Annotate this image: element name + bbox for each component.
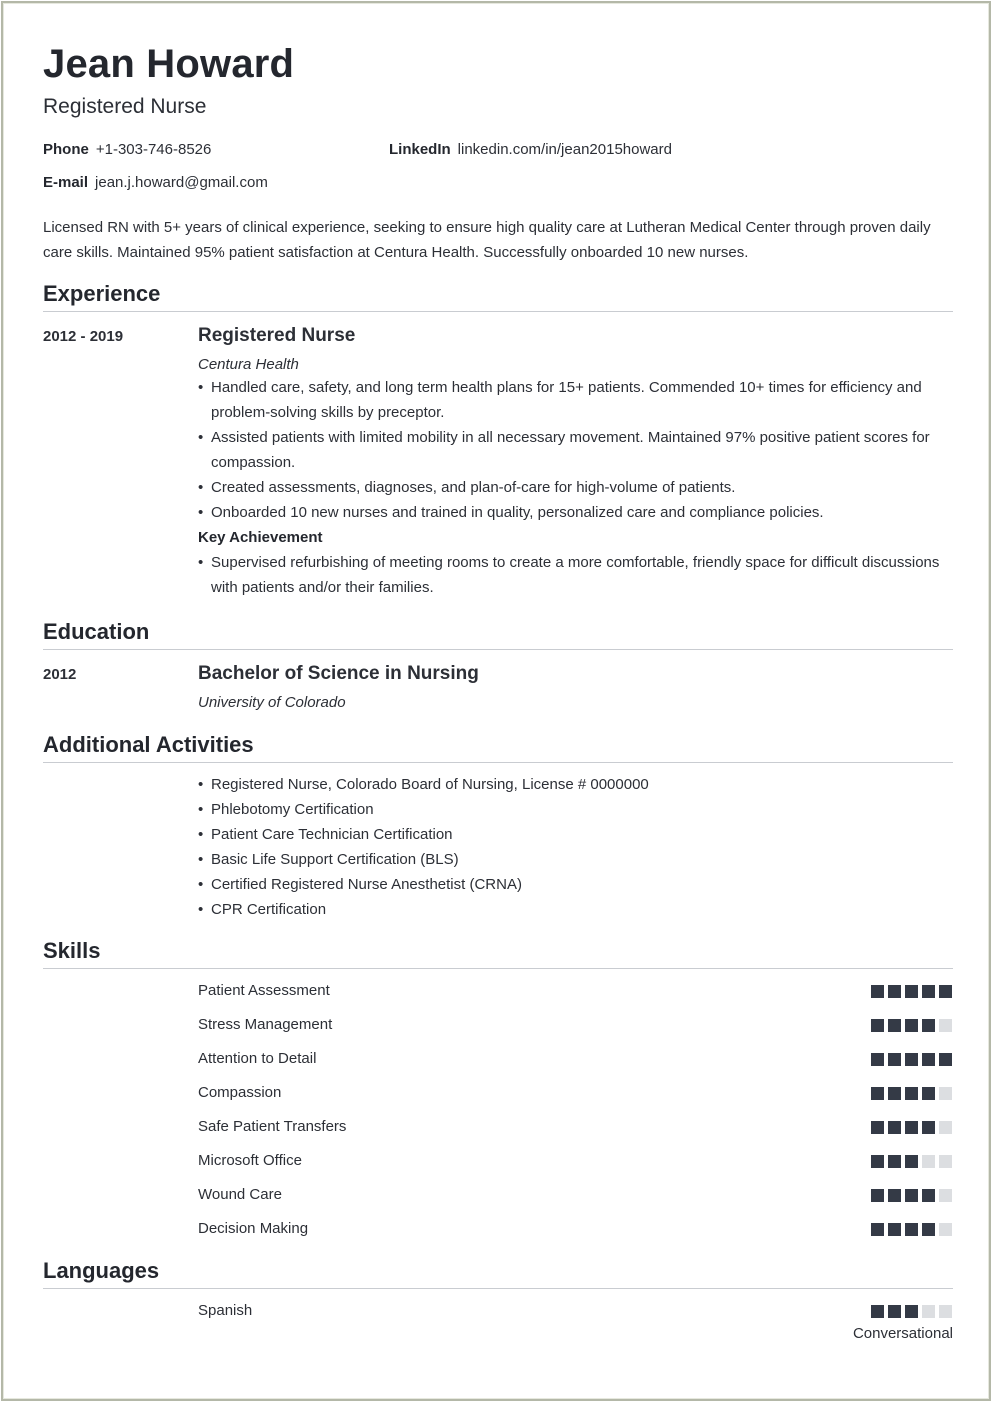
list-item: • Onboarded 10 new nurses and trained in quality, personalized care and compliance policies. xyxy=(198,500,953,525)
list-item: • Registered Nurse, Colorado Board of Nursing, License # 0000000 xyxy=(198,772,953,797)
language-rating xyxy=(871,1305,952,1318)
rating-square-filled xyxy=(922,985,935,998)
list-item: • Basic Life Support Certification (BLS) xyxy=(198,847,953,872)
education-school: University of Colorado xyxy=(198,694,346,711)
experience-employer: Centura Health xyxy=(198,356,299,373)
language-row xyxy=(198,1301,953,1345)
skill-name: Wound Care xyxy=(198,1186,282,1203)
rating-square-empty xyxy=(939,1121,952,1134)
skill-rating xyxy=(871,985,952,998)
skill-rating xyxy=(871,1053,952,1066)
list-item: • CPR Certification xyxy=(198,897,953,922)
rating-square-filled xyxy=(888,1053,901,1066)
rating-square-filled xyxy=(871,1305,884,1318)
list-item: • Supervised refurbishing of meeting rooms to create a more comfortable, friendly space for difficult discussions with patients and/or their families. xyxy=(198,550,953,600)
rating-square-filled xyxy=(905,1189,918,1202)
contact-email xyxy=(43,173,268,193)
list-item: • Certified Registered Nurse Anesthetist (CRNA) xyxy=(198,872,953,897)
education-degree: Bachelor of Science in Nursing xyxy=(198,663,479,684)
rating-square-filled xyxy=(922,1019,935,1032)
rating-square-empty xyxy=(939,1305,952,1318)
list-item: • Assisted patients with limited mobility in all necessary movement. Maintained 97% positive patient scores for compassion. xyxy=(198,425,953,475)
experience-bullets xyxy=(198,375,953,525)
rating-square-filled xyxy=(888,1223,901,1236)
skill-row xyxy=(198,1049,953,1069)
education-entry xyxy=(198,662,953,713)
rating-square-filled xyxy=(871,1189,884,1202)
skill-row xyxy=(198,1185,953,1205)
linkedin-label: LinkedIn xyxy=(389,141,451,158)
rating-square-filled xyxy=(905,1305,918,1318)
rating-square-empty xyxy=(939,1155,952,1168)
phone-value[interactable]: +1-303-746-8526 xyxy=(95,141,212,158)
skill-row xyxy=(198,1083,953,1103)
skill-name: Microsoft Office xyxy=(198,1152,302,1169)
rating-square-empty xyxy=(939,1189,952,1202)
experience-dates: 2012 - 2019 xyxy=(43,328,124,345)
rating-square-filled xyxy=(888,985,901,998)
candidate-title: Registered Nurse xyxy=(43,95,207,118)
rating-square-filled xyxy=(871,1087,884,1100)
rating-square-empty xyxy=(922,1155,935,1168)
skill-rating xyxy=(871,1223,952,1236)
rating-square-filled xyxy=(905,1155,918,1168)
skills-heading: Skills xyxy=(43,937,953,969)
summary: Licensed RN with 5+ years of clinical experience, seeking to ensure high quality care at Lutheran Medical Center through proven daily care skills. Maintained 95% patient satisfaction at Centura Health. Successfully onboarded 10 new nurses. xyxy=(43,219,931,261)
rating-square-filled xyxy=(871,1223,884,1236)
language-name: Spanish xyxy=(198,1302,253,1319)
rating-square-filled xyxy=(871,1019,884,1032)
rating-square-filled xyxy=(871,1155,884,1168)
rating-square-filled xyxy=(888,1087,901,1100)
rating-square-filled xyxy=(922,1053,935,1066)
skill-name: Safe Patient Transfers xyxy=(198,1118,347,1135)
skill-rating xyxy=(871,1155,952,1168)
list-item: • Handled care, safety, and long term health plans for 15+ patients. Commended 10+ times for efficiency and problem-solving skills by preceptor. xyxy=(198,375,953,425)
rating-square-filled xyxy=(905,1019,918,1032)
skill-name: Patient Assessment xyxy=(198,982,330,999)
skill-rating xyxy=(871,1019,952,1032)
education-heading: Education xyxy=(43,618,953,650)
email-label: E-mail xyxy=(43,174,89,191)
linkedin-link[interactable]: linkedin.com/in/jean2015howard xyxy=(457,141,672,158)
rating-square-empty xyxy=(939,1019,952,1032)
experience-entry xyxy=(198,324,953,600)
skill-row xyxy=(198,1117,953,1137)
rating-square-filled xyxy=(905,985,918,998)
contact-phone xyxy=(43,140,211,160)
skill-name: Compassion xyxy=(198,1084,282,1101)
rating-square-empty xyxy=(939,1087,952,1100)
rating-square-filled xyxy=(939,1053,952,1066)
rating-square-filled xyxy=(871,985,884,998)
language-level: Conversational xyxy=(852,1325,953,1342)
rating-square-filled xyxy=(888,1305,901,1318)
education-year: 2012 xyxy=(43,666,77,683)
skill-rating xyxy=(871,1121,952,1134)
rating-square-empty xyxy=(922,1305,935,1318)
rating-square-filled xyxy=(905,1087,918,1100)
candidate-name: Jean Howard xyxy=(43,42,295,86)
rating-square-empty xyxy=(939,1223,952,1236)
phone-label: Phone xyxy=(43,141,89,158)
rating-square-filled xyxy=(871,1121,884,1134)
experience-heading: Experience xyxy=(43,280,953,312)
email-link[interactable]: jean.j.howard@gmail.com xyxy=(95,174,268,191)
rating-square-filled xyxy=(939,985,952,998)
list-item: • Phlebotomy Certification xyxy=(198,797,953,822)
achievement-bullets xyxy=(198,550,953,600)
activities-list xyxy=(198,772,953,922)
rating-square-filled xyxy=(871,1053,884,1066)
activities-heading: Additional Activities xyxy=(43,731,953,763)
skill-row xyxy=(198,1151,953,1171)
skill-name: Decision Making xyxy=(198,1220,309,1237)
rating-square-filled xyxy=(922,1087,935,1100)
rating-square-filled xyxy=(888,1155,901,1168)
skill-name: Attention to Detail xyxy=(198,1050,317,1067)
languages-heading: Languages xyxy=(43,1257,953,1289)
rating-square-filled xyxy=(922,1121,935,1134)
key-achievement-heading: Key Achievement xyxy=(198,529,323,546)
rating-square-filled xyxy=(922,1223,935,1236)
contact-linkedin xyxy=(389,140,672,160)
skill-rating xyxy=(871,1189,952,1202)
rating-square-filled xyxy=(888,1189,901,1202)
experience-job-title: Registered Nurse xyxy=(198,325,356,346)
rating-square-filled xyxy=(905,1223,918,1236)
skill-row xyxy=(198,1015,953,1035)
skill-rating xyxy=(871,1087,952,1100)
skill-name: Stress Management xyxy=(198,1016,333,1033)
list-item: • Patient Care Technician Certification xyxy=(198,822,953,847)
rating-square-filled xyxy=(905,1053,918,1066)
skill-row xyxy=(198,1219,953,1239)
rating-square-filled xyxy=(905,1121,918,1134)
rating-square-filled xyxy=(888,1019,901,1032)
rating-square-filled xyxy=(922,1189,935,1202)
rating-square-filled xyxy=(888,1121,901,1134)
skill-row xyxy=(198,981,953,1001)
list-item: • Created assessments, diagnoses, and plan-of-care for high-volume of patients. xyxy=(198,475,953,500)
